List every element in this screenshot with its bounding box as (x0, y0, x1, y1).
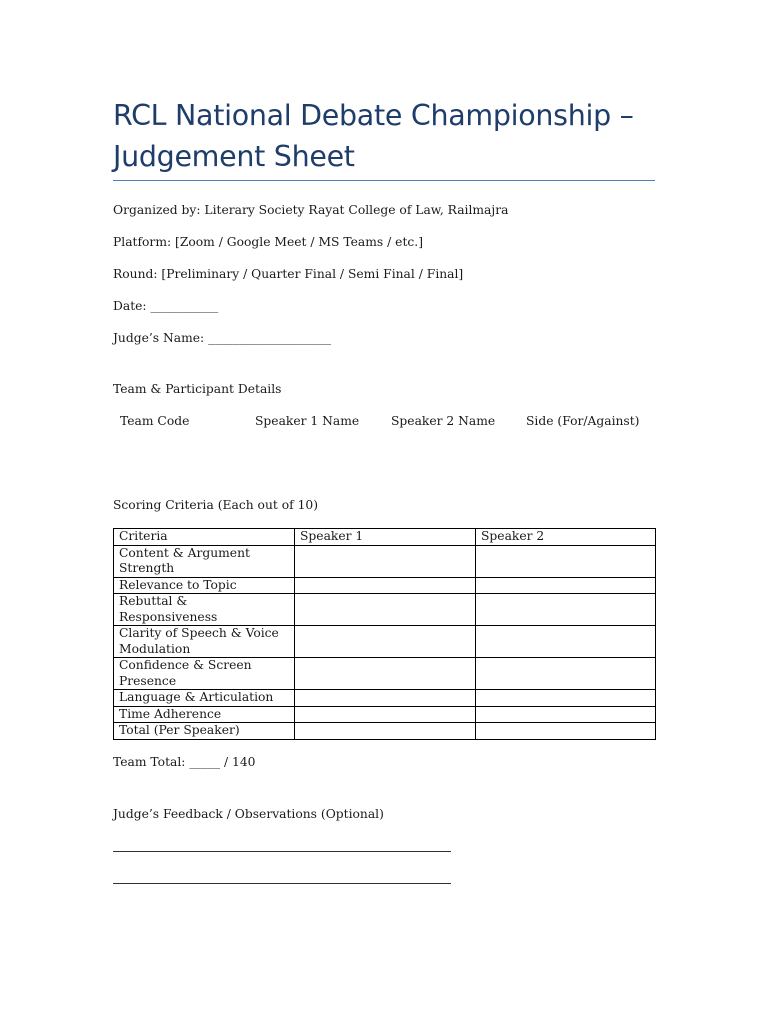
platform-line: Platform: [Zoom / Google Meet / MS Teams / etc.] (113, 235, 423, 249)
speaker-1-score-cell[interactable] (295, 626, 476, 658)
table-row (114, 577, 656, 594)
speaker-1-score-cell[interactable] (295, 658, 476, 690)
speaker-2-score-cell[interactable] (476, 690, 656, 707)
column-side: Side (For/Against) (526, 414, 640, 428)
criteria-cell: Relevance to Topic (114, 577, 295, 594)
feedback-line-1[interactable] (113, 851, 451, 852)
criteria-cell: Confidence & Screen Presence (114, 658, 295, 690)
speaker-1-score-cell[interactable] (295, 594, 476, 626)
organized-by-line: Organized by: Literary Society Rayat College of Law, Railmajra (113, 203, 509, 217)
criteria-cell: Time Adherence (114, 706, 295, 723)
speaker-2-score-cell[interactable] (476, 545, 656, 577)
column-speaker-1-name: Speaker 1 Name (255, 414, 360, 428)
speaker-2-total-cell[interactable] (476, 723, 656, 740)
header-speaker-1: Speaker 1 (295, 529, 476, 546)
table-row (114, 626, 656, 658)
scoring-table (113, 528, 656, 740)
criteria-cell: Content & Argument Strength (114, 545, 295, 577)
speaker-1-score-cell[interactable] (295, 706, 476, 723)
table-row (114, 690, 656, 707)
table-row (114, 658, 656, 690)
header-criteria: Criteria (114, 529, 295, 546)
speaker-1-score-cell[interactable] (295, 690, 476, 707)
speaker-2-score-cell[interactable] (476, 658, 656, 690)
criteria-cell: Clarity of Speech & Voice Modulation (114, 626, 295, 658)
table-row (114, 706, 656, 723)
speaker-1-score-cell[interactable] (295, 545, 476, 577)
team-total-line: Team Total: _____ / 140 (113, 755, 256, 769)
criteria-cell: Total (Per Speaker) (114, 723, 295, 740)
criteria-cell: Language & Articulation (114, 690, 295, 707)
speaker-1-score-cell[interactable] (295, 577, 476, 594)
column-speaker-2-name: Speaker 2 Name (391, 414, 496, 428)
speaker-2-score-cell[interactable] (476, 577, 656, 594)
table-row (114, 545, 656, 577)
speaker-2-score-cell[interactable] (476, 706, 656, 723)
speaker-2-score-cell[interactable] (476, 626, 656, 658)
column-team-code: Team Code (120, 414, 190, 428)
date-line: Date: ___________ (113, 299, 219, 313)
title-underline (113, 180, 655, 181)
team-details-heading: Team & Participant Details (113, 382, 282, 396)
criteria-cell: Rebuttal & Responsiveness (114, 594, 295, 626)
feedback-line-2[interactable] (113, 883, 451, 884)
speaker-2-score-cell[interactable] (476, 594, 656, 626)
table-header-row (114, 529, 656, 546)
feedback-heading: Judge’s Feedback / Observations (Optional) (113, 807, 384, 821)
table-row (114, 723, 656, 740)
page-title: RCL National Debate Championship – Judgement Sheet (113, 99, 634, 173)
header-speaker-2: Speaker 2 (476, 529, 656, 546)
round-line: Round: [Preliminary / Quarter Final / Semi Final / Final] (113, 267, 464, 281)
scoring-heading: Scoring Criteria (Each out of 10) (113, 498, 319, 512)
speaker-1-total-cell[interactable] (295, 723, 476, 740)
judge-name-line: Judge’s Name: ____________________ (113, 331, 332, 345)
table-row (114, 594, 656, 626)
